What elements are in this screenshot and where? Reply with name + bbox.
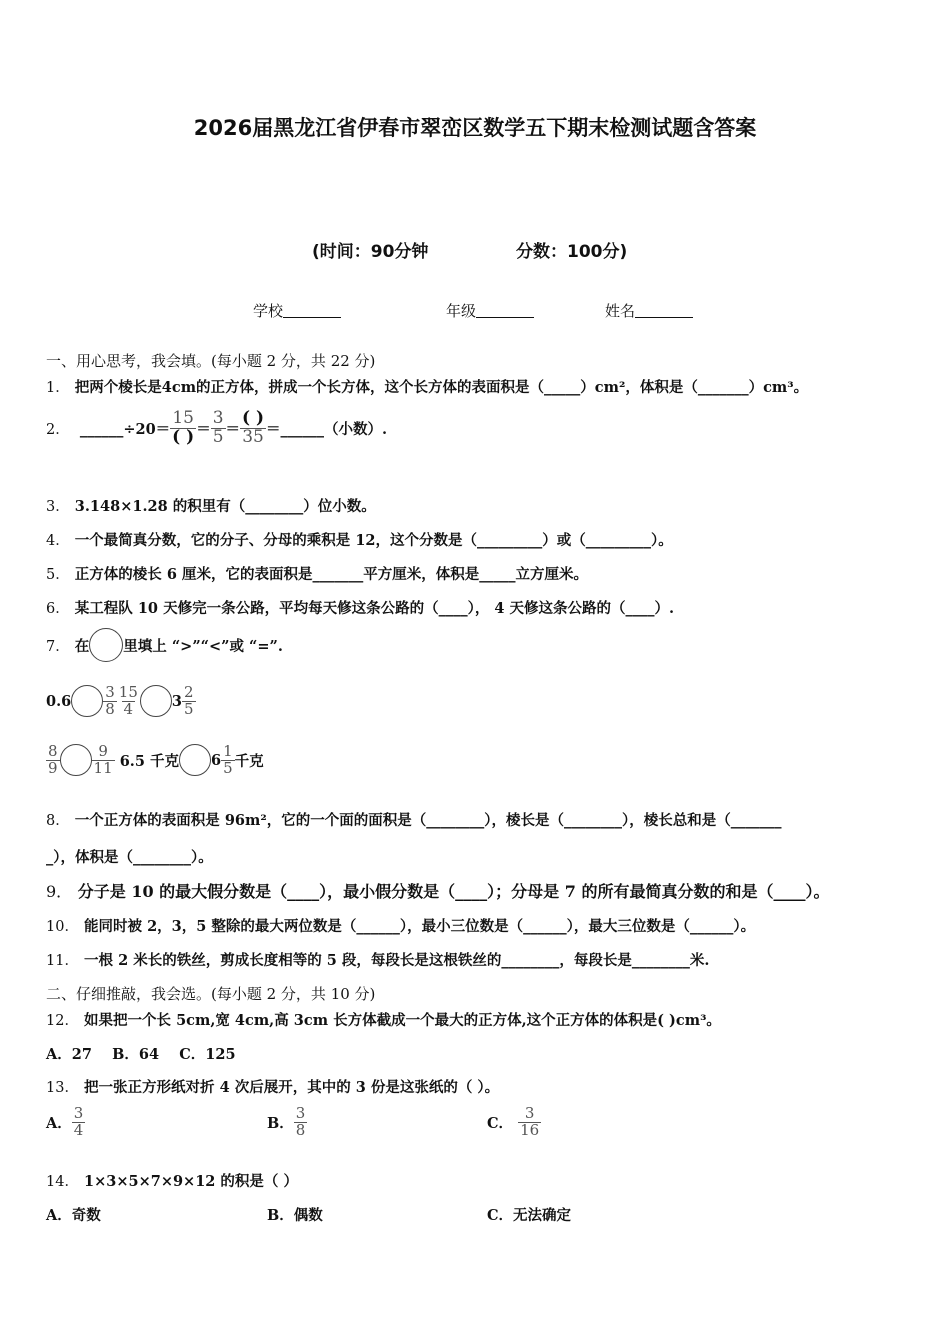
question-6: 6． 某工程队 10 天修完一条公路，平均每天修这条公路的（____）， 4 天修这条公路的（____）.	[46, 600, 675, 617]
fraction: $\frac{3}{8}$	[105, 683, 115, 718]
fraction: $\frac{( )}{35}$	[242, 408, 265, 447]
question-12-options: A．27 B．64 C．125	[46, 1046, 236, 1063]
question-14: 14． 1×3×5×7×9×12 的积是（ ）	[46, 1173, 298, 1190]
option-a[interactable]: A．奇数	[46, 1207, 101, 1224]
fraction: $\frac{3}{5}$	[212, 408, 224, 447]
page-title: 2026届黑龙江省伊春市翠峦区数学五下期末检测试题含答案	[193, 116, 757, 140]
fraction: $\frac{8}{9}$	[48, 742, 58, 777]
option-b[interactable]: B． $\frac{3}{8}$	[267, 1104, 306, 1139]
question-1: 1． 把两个棱长是4cm的正方体，拼成一个长方体，这个长方体的表面积是（_____）cm²，体积是（_______）cm³。	[46, 379, 809, 396]
question-2: 2． ______÷20＝ $\frac{15}{( )}$ ＝ $\frac{3}{5}$ ＝ $\frac{( )}{35}$ ＝______（小数）.	[46, 408, 388, 447]
question-3: 3． 3.148×1.28 的积里有（________）位小数。	[46, 498, 376, 515]
question-10: 10． 能同时被 2，3，5 整除的最大两位数是（______），最小三位数是（______），最大三位数是（______）。	[46, 918, 756, 935]
compare-row-2: $\frac{8}{9}$ $\frac{9}{11}$ 6.5 千克 6 $\frac{1}{5}$ 千克	[48, 742, 264, 777]
option-c[interactable]: C． $\frac{3}{16}$	[487, 1104, 540, 1139]
question-13: 13． 把一张正方形纸对折 4 次后展开，其中的 3 份是这张纸的（ ）。	[46, 1079, 500, 1096]
question-8-continued: _），体积是（________）。	[46, 849, 213, 866]
fraction: $\frac{15}{( )}$	[172, 408, 195, 447]
question-12: 12． 如果把一个长 5cm,宽 4cm,高 3cm 长方体截成一个最大的正方体,这个正方体的体积是( )cm³。	[46, 1012, 721, 1029]
fraction: $\frac{9}{11}$	[93, 742, 113, 777]
exam-time: (时间：90分钟	[312, 242, 429, 262]
fraction: $\frac{1}{5}$	[223, 742, 233, 777]
name-field[interactable]: 姓名	[605, 300, 693, 321]
exam-score: 分数：100分)	[516, 242, 628, 262]
grade-field[interactable]: 年级	[446, 300, 534, 321]
question-7: 7． 在 里填上 “>”“<”或 “=”.	[46, 628, 283, 662]
question-9: 9． 分子是 10 的最大假分数是（____），最小假分数是（____）；分母是 7 的所有最简真分数的和是（____）。	[46, 882, 830, 901]
compare-circle[interactable]	[60, 744, 92, 776]
compare-circle[interactable]	[89, 628, 123, 662]
fraction: $\frac{3}{8}$	[295, 1104, 306, 1139]
compare-row-1: 0.6 $\frac{3}{8}$ $\frac{15}{4}$ 3 $\frac{2}{5}$	[46, 683, 194, 718]
fraction: $\frac{15}{4}$	[118, 683, 138, 718]
compare-circle[interactable]	[140, 685, 172, 717]
question-11: 11． 一根 2 米长的铁丝，剪成长度相等的 5 段，每段长是这根铁丝的________，每段长是________米.	[46, 952, 710, 969]
section-2-heading: 二、仔细推敲，我会选。(每小题 2 分，共 10 分)	[46, 985, 376, 1003]
fraction: $\frac{3}{4}$	[73, 1104, 84, 1139]
section-1-heading: 一、用心思考，我会填。(每小题 2 分，共 22 分)	[46, 352, 376, 370]
compare-circle[interactable]	[71, 685, 103, 717]
question-8: 8． 一个正方体的表面积是 96m²，它的一个面的面积是（________），棱长是（________），棱长总和是（_______	[46, 812, 782, 829]
question-5: 5． 正方体的棱长 6 厘米，它的表面积是_______平方厘米，体积是_____立方厘米。	[46, 566, 588, 583]
compare-circle[interactable]	[179, 744, 211, 776]
fraction: $\frac{3}{16}$	[520, 1104, 540, 1139]
option-c[interactable]: C．无法确定	[487, 1207, 572, 1224]
option-a[interactable]: A． $\frac{3}{4}$	[46, 1104, 84, 1139]
question-4: 4． 一个最简真分数，它的分子、分母的乘积是 12，这个分数是（_________）或（_________）。	[46, 532, 673, 549]
fraction: $\frac{2}{5}$	[183, 683, 194, 718]
option-b[interactable]: B．偶数	[267, 1207, 323, 1224]
school-field[interactable]: 学校	[253, 300, 341, 321]
